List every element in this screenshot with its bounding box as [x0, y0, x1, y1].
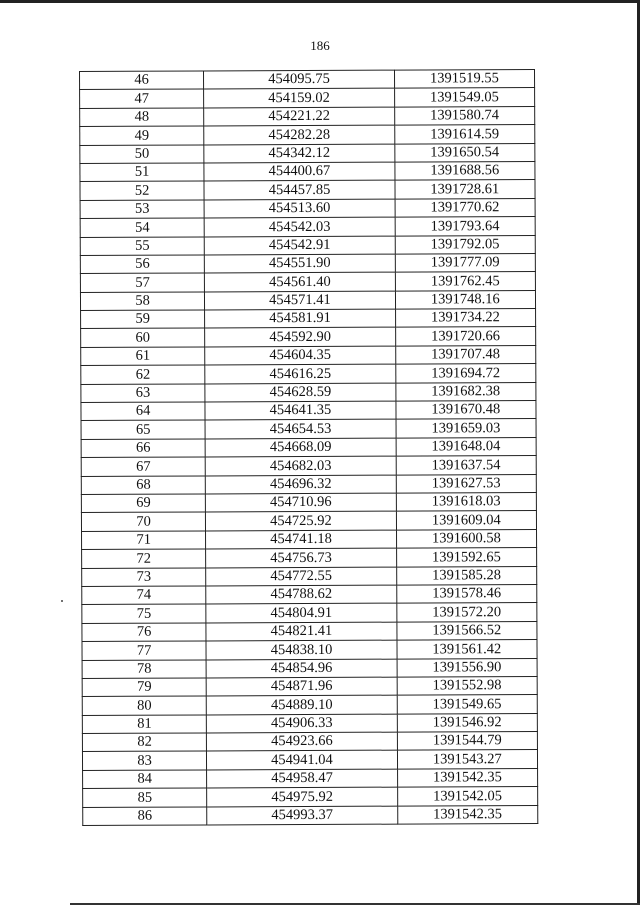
table-row	[82, 658, 537, 678]
y-coordinate-cell: 1391614.59	[394, 125, 534, 144]
table-row	[80, 143, 535, 163]
table-row	[83, 805, 538, 825]
point-number-cell: 80	[82, 696, 206, 715]
y-coordinate-cell: 1391734.22	[395, 309, 535, 328]
x-coordinate-cell: 454551.90	[205, 254, 395, 273]
y-coordinate-cell: 1391572.20	[396, 603, 536, 622]
x-coordinate-cell: 454159.02	[204, 89, 394, 108]
point-number-cell: 63	[81, 384, 205, 403]
table-row	[82, 695, 537, 715]
y-coordinate-cell: 1391542.05	[397, 787, 537, 806]
point-number-cell: 84	[83, 770, 207, 789]
x-coordinate-cell: 454788.62	[206, 585, 396, 604]
x-coordinate-cell: 454993.37	[207, 806, 397, 825]
y-coordinate-cell: 1391566.52	[397, 621, 537, 640]
y-coordinate-cell: 1391561.42	[397, 640, 537, 659]
table-row	[80, 88, 535, 108]
y-coordinate-cell: 1391549.05	[394, 88, 534, 107]
point-number-cell: 73	[82, 567, 206, 586]
y-coordinate-cell: 1391549.65	[397, 695, 537, 714]
y-coordinate-cell: 1391648.04	[396, 437, 536, 456]
x-coordinate-cell: 454221.22	[204, 107, 394, 126]
x-coordinate-cell: 454668.09	[205, 438, 395, 457]
x-coordinate-cell: 454923.66	[207, 732, 397, 751]
y-coordinate-cell: 1391707.48	[395, 345, 535, 364]
table-row	[81, 437, 536, 457]
table-row	[80, 180, 535, 200]
y-coordinate-cell: 1391618.03	[396, 492, 536, 511]
y-coordinate-cell: 1391552.98	[397, 676, 537, 695]
y-coordinate-cell: 1391627.53	[396, 474, 536, 493]
point-number-cell: 68	[81, 476, 205, 495]
point-number-cell: 52	[80, 181, 204, 200]
table-row	[82, 566, 537, 586]
x-coordinate-cell: 454854.96	[206, 659, 396, 678]
table-row	[83, 768, 538, 788]
y-coordinate-cell: 1391770.62	[395, 198, 535, 217]
point-number-cell: 54	[80, 218, 204, 237]
point-number-cell: 50	[80, 145, 204, 164]
table-row	[80, 70, 535, 90]
y-coordinate-cell: 1391544.79	[397, 732, 537, 751]
x-coordinate-cell: 454641.35	[205, 401, 395, 420]
y-coordinate-cell: 1391592.65	[396, 548, 536, 567]
table-row	[80, 125, 535, 145]
table-row	[81, 456, 536, 476]
x-coordinate-cell: 454616.25	[205, 364, 395, 383]
x-coordinate-cell: 454741.18	[206, 530, 396, 549]
point-number-cell: 74	[82, 586, 206, 605]
x-coordinate-cell: 454838.10	[206, 640, 396, 659]
y-coordinate-cell: 1391637.54	[396, 456, 536, 475]
table-row	[82, 640, 537, 660]
x-coordinate-cell: 454682.03	[205, 456, 395, 475]
point-number-cell: 66	[81, 439, 205, 458]
x-coordinate-cell: 454628.59	[205, 383, 395, 402]
point-number-cell: 82	[82, 733, 206, 752]
x-coordinate-cell: 454457.85	[204, 180, 394, 199]
point-number-cell: 76	[82, 623, 206, 642]
table-row	[80, 198, 535, 218]
point-number-cell: 86	[83, 807, 207, 826]
point-number-cell: 77	[82, 641, 206, 660]
x-coordinate-cell: 454804.91	[206, 603, 396, 622]
y-coordinate-cell: 1391777.09	[395, 253, 535, 272]
x-coordinate-cell: 454941.04	[207, 751, 397, 770]
x-coordinate-cell: 454654.53	[205, 420, 395, 439]
table-row	[80, 235, 535, 255]
table-row	[82, 603, 537, 623]
x-coordinate-cell: 454342.12	[204, 144, 394, 163]
y-coordinate-cell: 1391720.66	[395, 327, 535, 346]
scan-edge-top	[0, 0, 640, 3]
table-row	[80, 290, 535, 310]
table-row	[82, 676, 537, 696]
table-row	[80, 253, 535, 273]
x-coordinate-cell: 454513.60	[204, 199, 394, 218]
point-number-cell: 64	[81, 402, 205, 421]
point-number-cell: 47	[80, 89, 204, 108]
scan-speck	[61, 600, 63, 602]
y-coordinate-cell: 1391659.03	[396, 419, 536, 438]
table-row	[82, 529, 537, 549]
point-number-cell: 71	[82, 531, 206, 550]
y-coordinate-cell: 1391793.64	[395, 217, 535, 236]
table-row	[82, 621, 537, 641]
x-coordinate-cell: 454772.55	[206, 567, 396, 586]
y-coordinate-cell: 1391546.92	[397, 713, 537, 732]
x-coordinate-cell: 454889.10	[206, 695, 396, 714]
x-coordinate-cell: 454975.92	[207, 787, 397, 806]
y-coordinate-cell: 1391542.35	[397, 805, 537, 824]
x-coordinate-cell: 454571.41	[205, 291, 395, 310]
table-row	[82, 713, 537, 733]
table-row	[80, 106, 535, 126]
table-row	[81, 474, 536, 494]
table-row	[81, 364, 536, 384]
point-number-cell: 57	[80, 273, 204, 292]
x-coordinate-cell: 454400.67	[204, 162, 394, 181]
y-coordinate-cell: 1391748.16	[395, 290, 535, 309]
y-coordinate-cell: 1391792.05	[395, 235, 535, 254]
table-row	[80, 217, 535, 237]
point-number-cell: 72	[82, 549, 206, 568]
y-coordinate-cell: 1391542.35	[397, 768, 537, 787]
point-number-cell: 83	[82, 751, 206, 770]
x-coordinate-cell: 454592.90	[205, 328, 395, 347]
table-row	[81, 511, 536, 531]
point-number-cell: 53	[80, 200, 204, 219]
table-row	[80, 272, 535, 292]
table-row	[81, 492, 536, 512]
table-row	[82, 750, 537, 770]
point-number-cell: 56	[80, 255, 204, 274]
point-number-cell: 62	[81, 365, 205, 384]
table-row	[82, 548, 537, 568]
coordinates-table	[79, 69, 538, 826]
point-number-cell: 69	[81, 494, 205, 513]
y-coordinate-cell: 1391670.48	[396, 401, 536, 420]
point-number-cell: 67	[81, 457, 205, 476]
point-number-cell: 81	[82, 715, 206, 734]
point-number-cell: 85	[83, 788, 207, 807]
y-coordinate-cell: 1391519.55	[394, 70, 534, 89]
table-row	[81, 419, 536, 439]
point-number-cell: 58	[80, 292, 204, 311]
table-row	[80, 161, 535, 181]
page-number: 186	[310, 38, 330, 53]
point-number-cell: 55	[80, 236, 204, 255]
x-coordinate-cell: 454696.32	[206, 475, 396, 494]
x-coordinate-cell: 454095.75	[204, 70, 394, 89]
y-coordinate-cell: 1391578.46	[396, 584, 536, 603]
y-coordinate-cell: 1391728.61	[395, 180, 535, 199]
table-row	[82, 584, 537, 604]
table-row	[81, 382, 536, 402]
y-coordinate-cell: 1391556.90	[397, 658, 537, 677]
x-coordinate-cell: 454821.41	[206, 622, 396, 641]
table-row	[81, 309, 536, 329]
x-coordinate-cell: 454958.47	[207, 769, 397, 788]
point-number-cell: 51	[80, 163, 204, 182]
x-coordinate-cell: 454710.96	[206, 493, 396, 512]
y-coordinate-cell: 1391650.54	[394, 143, 534, 162]
x-coordinate-cell: 454604.35	[205, 346, 395, 365]
coordinates-table-body	[80, 70, 538, 826]
x-coordinate-cell: 454542.91	[204, 236, 394, 255]
table-row	[81, 401, 536, 421]
point-number-cell: 78	[82, 659, 206, 678]
x-coordinate-cell: 454561.40	[205, 272, 395, 291]
x-coordinate-cell: 454725.92	[206, 511, 396, 530]
y-coordinate-cell: 1391585.28	[396, 566, 536, 585]
table-row	[83, 787, 538, 807]
y-coordinate-cell: 1391543.27	[397, 750, 537, 769]
y-coordinate-cell: 1391762.45	[395, 272, 535, 291]
point-number-cell: 75	[82, 604, 206, 623]
y-coordinate-cell: 1391600.58	[396, 529, 536, 548]
point-number-cell: 48	[80, 108, 204, 127]
y-coordinate-cell: 1391682.38	[396, 382, 536, 401]
point-number-cell: 46	[80, 71, 204, 90]
point-number-cell: 79	[82, 678, 206, 697]
table-row	[81, 327, 536, 347]
point-number-cell: 59	[81, 310, 205, 329]
y-coordinate-cell: 1391609.04	[396, 511, 536, 530]
point-number-cell: 60	[81, 328, 205, 347]
x-coordinate-cell: 454542.03	[204, 217, 394, 236]
y-coordinate-cell: 1391580.74	[394, 106, 534, 125]
y-coordinate-cell: 1391694.72	[395, 364, 535, 383]
x-coordinate-cell: 454581.91	[205, 309, 395, 328]
y-coordinate-cell: 1391688.56	[395, 161, 535, 180]
x-coordinate-cell: 454871.96	[206, 677, 396, 696]
x-coordinate-cell: 454906.33	[207, 714, 397, 733]
x-coordinate-cell: 454756.73	[206, 548, 396, 567]
point-number-cell: 70	[81, 512, 205, 531]
x-coordinate-cell: 454282.28	[204, 125, 394, 144]
table-row	[82, 732, 537, 752]
point-number-cell: 61	[81, 347, 205, 366]
point-number-cell: 65	[81, 420, 205, 439]
point-number-cell: 49	[80, 126, 204, 145]
table-row	[81, 345, 536, 365]
